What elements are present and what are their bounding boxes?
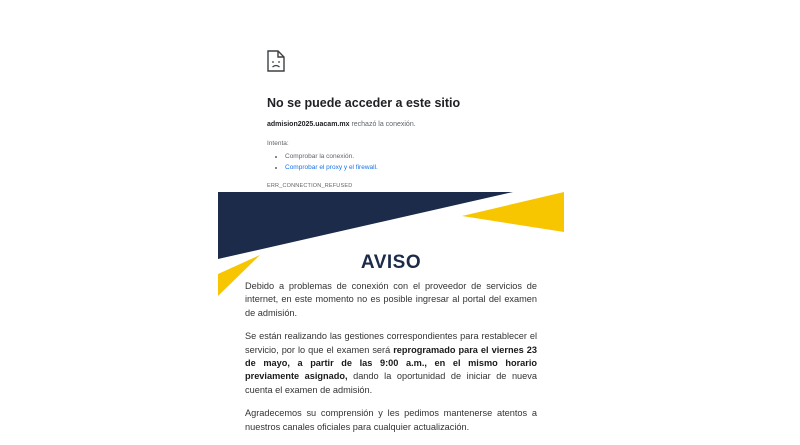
browser-error-page (267, 50, 567, 189)
notice-paragraph-2-end: dando la oportunidad de iniciar de nueva cuenta el examen de admisión. (245, 371, 537, 395)
suggestion-text: Comprobar la conexión. (285, 153, 355, 160)
error-host-suffix: rechazó la conexión. (349, 121, 416, 128)
suggestion-link[interactable]: Comprobar el proxy y el firewall. (285, 164, 378, 171)
try-label: Intenta: (267, 140, 289, 147)
notice-paragraph-2 (245, 330, 537, 397)
notice-paragraph-2-start: Se están realizando las gestiones correspondientes para restablecer el servicio, por lo que el examen será (245, 331, 537, 355)
notice-paragraph-2-bold: reprogramado para el viernes 23 de mayo, a partir de las 9:00 a.m., en el mismo horario previamente asignado, (245, 344, 537, 382)
error-detail (267, 121, 567, 128)
suggestion-item (285, 151, 567, 162)
sad-document-icon (267, 50, 285, 72)
notice-paragraph-1: Debido a problemas de conexión con el proveedor de servicios de internet, en este momento no es posible ingresar al portal del examen de admisión. (245, 281, 537, 318)
error-code: ERR_CONNECTION_REFUSED (267, 183, 353, 189)
error-title: No se puede acceder a este sitio (267, 96, 461, 110)
notice-title: AVISO (360, 252, 422, 273)
notice-paragraph-3: Agradecemos su comprensión y les pedimos mantenerse atentos a nuestros canales oficiales para cualquier actualización. (245, 408, 537, 432)
suggestion-list (267, 151, 567, 173)
notice-card (218, 192, 564, 445)
error-host: admision2025.uacam.mx (267, 121, 350, 128)
notice-body (245, 280, 537, 444)
suggestion-item-link[interactable] (285, 162, 567, 173)
navy-banner-shape (218, 192, 513, 259)
